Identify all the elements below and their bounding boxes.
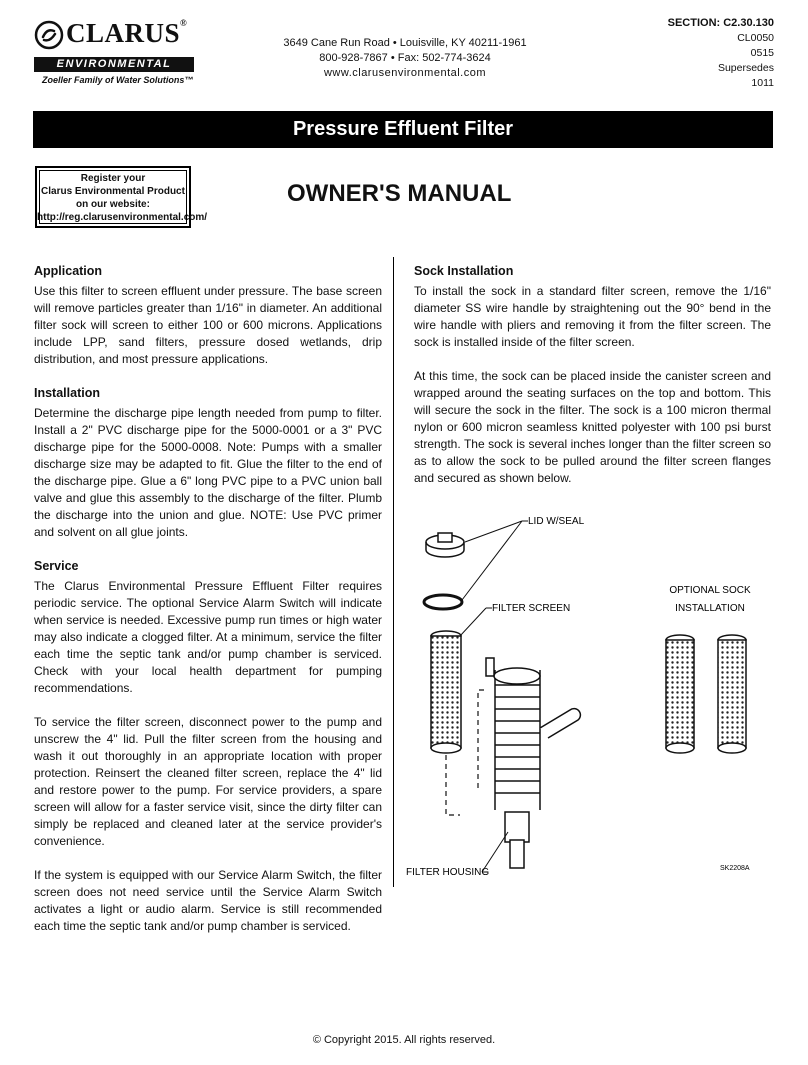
section-info xyxy=(668,16,774,91)
filter-screen xyxy=(431,631,461,753)
register-line3: on our website: xyxy=(76,199,150,210)
doc-code: CL0050 xyxy=(737,32,774,44)
lid-label: LID W/SEAL xyxy=(528,516,585,527)
phone: 800-928-7867 • Fax: 502-774-3624 xyxy=(319,52,491,64)
register-line2: Clarus Environmental Product xyxy=(41,186,185,197)
website: www.clarusenvironmental.com xyxy=(323,67,487,79)
register-line1: Register your xyxy=(80,173,146,184)
sock-heading: Sock Installation xyxy=(414,264,514,278)
register-box xyxy=(35,166,208,228)
brand-name: CLARUS® xyxy=(66,18,188,48)
application-heading: Application xyxy=(34,264,103,278)
sub-brand: ENVIRONMENTAL xyxy=(34,57,194,72)
service-body-1: The Clarus Environmental Pressure Effluent Filter requires periodic service. The optional Service Alarm Switch will indicate when service is needed. Excessive pump run times or high water may also indicate a clogged filter. At a minimum, service the filter each time the septic tank and/or pump chamber is serviced. Check with your local health department for pumping recommendations. xyxy=(34,579,382,695)
copyright: © Copyright 2015. All rights reserved. xyxy=(312,1034,496,1046)
left-column xyxy=(34,263,382,952)
housing-label: FILTER HOUSING xyxy=(406,867,490,878)
optional-label-2: INSTALLATION xyxy=(675,603,745,614)
installation-heading: Installation xyxy=(34,386,100,400)
doc-date: 0515 xyxy=(750,47,774,59)
service-body-3: If the system is equipped with our Service Alarm Switch, the filter screen does not need service until the Service Alarm Switch activates a light or audio alarm. Service is still recommended each time the septic tank and/or pump chamber is serviced. xyxy=(34,868,382,933)
contact-block xyxy=(230,36,580,81)
right-column xyxy=(414,263,771,504)
supersedes-value: 1011 xyxy=(751,77,774,89)
sock-body-1: To install the sock in a standard filter screen, remove the 1/16" diameter SS wire handle by straightening out the 90° bend in the wire handle with pliers and removing it from the filter screen. The sock is installed inside of the filter screen. xyxy=(414,284,771,349)
filter-housing xyxy=(486,658,580,868)
installation-body: Determine the discharge pipe length needed from pump to filter. Install a 2" PVC discharge pipe for the 5000-0001 or a 3" PVC discharge pipe for the 5000-0008. Note: Pumps with a smaller discharge size may be adapted to fit. Glue the filter to the end of the discharge pipe. Glue a 6" long PVC pipe to a PVC union ball valve and glue this assembly to the discharge of the filter. Plumb the discharge into the union and glue. NOTE: Use PVC primer and solvent on all glue joints. xyxy=(34,406,382,539)
manual-title: OWNER'S MANUAL xyxy=(287,180,512,207)
service-body-2: To service the filter screen, disconnect power to the pump and unscrew the 4" lid. Pull the filter screen from the housing and wash it out thoroughly in an appropriate location with proper protection. Reinsert the cleaned filter screen, replace the 4" lid and restore power to the pump. For service providers, a spare screen will allow for a faster service visit, since the dirty filter can simply be replaced and cleaned later at the service provider's convenience. xyxy=(34,715,382,848)
optional-label-1: OPTIONAL SOCK xyxy=(669,585,751,596)
register-link[interactable]: http://reg.clarusenvironmental.com/ xyxy=(37,212,208,223)
application-body: Use this filter to screen effluent under pressure. The base screen will remove particles greater than 1/16" in diameter. An additional filter sock will screen to either 100 or 600 microns. Applications include LPP, sand filters, pressure dosed wetlands, drip distribution, and most pressure applications. xyxy=(34,284,382,366)
clarus-logo-icon xyxy=(34,20,64,50)
diagram-code: SK2208A xyxy=(720,865,750,872)
page-title: Pressure Effluent Filter xyxy=(33,111,773,148)
filter-diagram xyxy=(400,500,780,890)
service-heading: Service xyxy=(34,559,79,573)
sock-body-2: At this time, the sock can be placed inside the canister screen and wrapped around the seating surfaces on the top and bottom. This will secure the sock in the filter. The sock is a 100 micron thermal nylon or 600 micron seamless knitted polyester with 100 psi burst strength. The sock is several inches longer than the filter screen so as to allow the sock to be pulled around the filter screen flanges and secured as shown below. xyxy=(414,369,771,485)
optional-sock-screens xyxy=(666,635,746,753)
column-divider xyxy=(393,257,394,887)
lid-with-seal xyxy=(424,533,464,609)
screen-label: FILTER SCREEN xyxy=(492,603,571,614)
section-number: SECTION: C2.30.130 xyxy=(667,17,774,29)
supersedes-label: Supersedes xyxy=(717,62,774,74)
address: 3649 Cane Run Road • Louisville, KY 40211-1961 xyxy=(283,37,527,49)
tagline: Zoeller Family of Water Solutions™ xyxy=(42,75,194,85)
